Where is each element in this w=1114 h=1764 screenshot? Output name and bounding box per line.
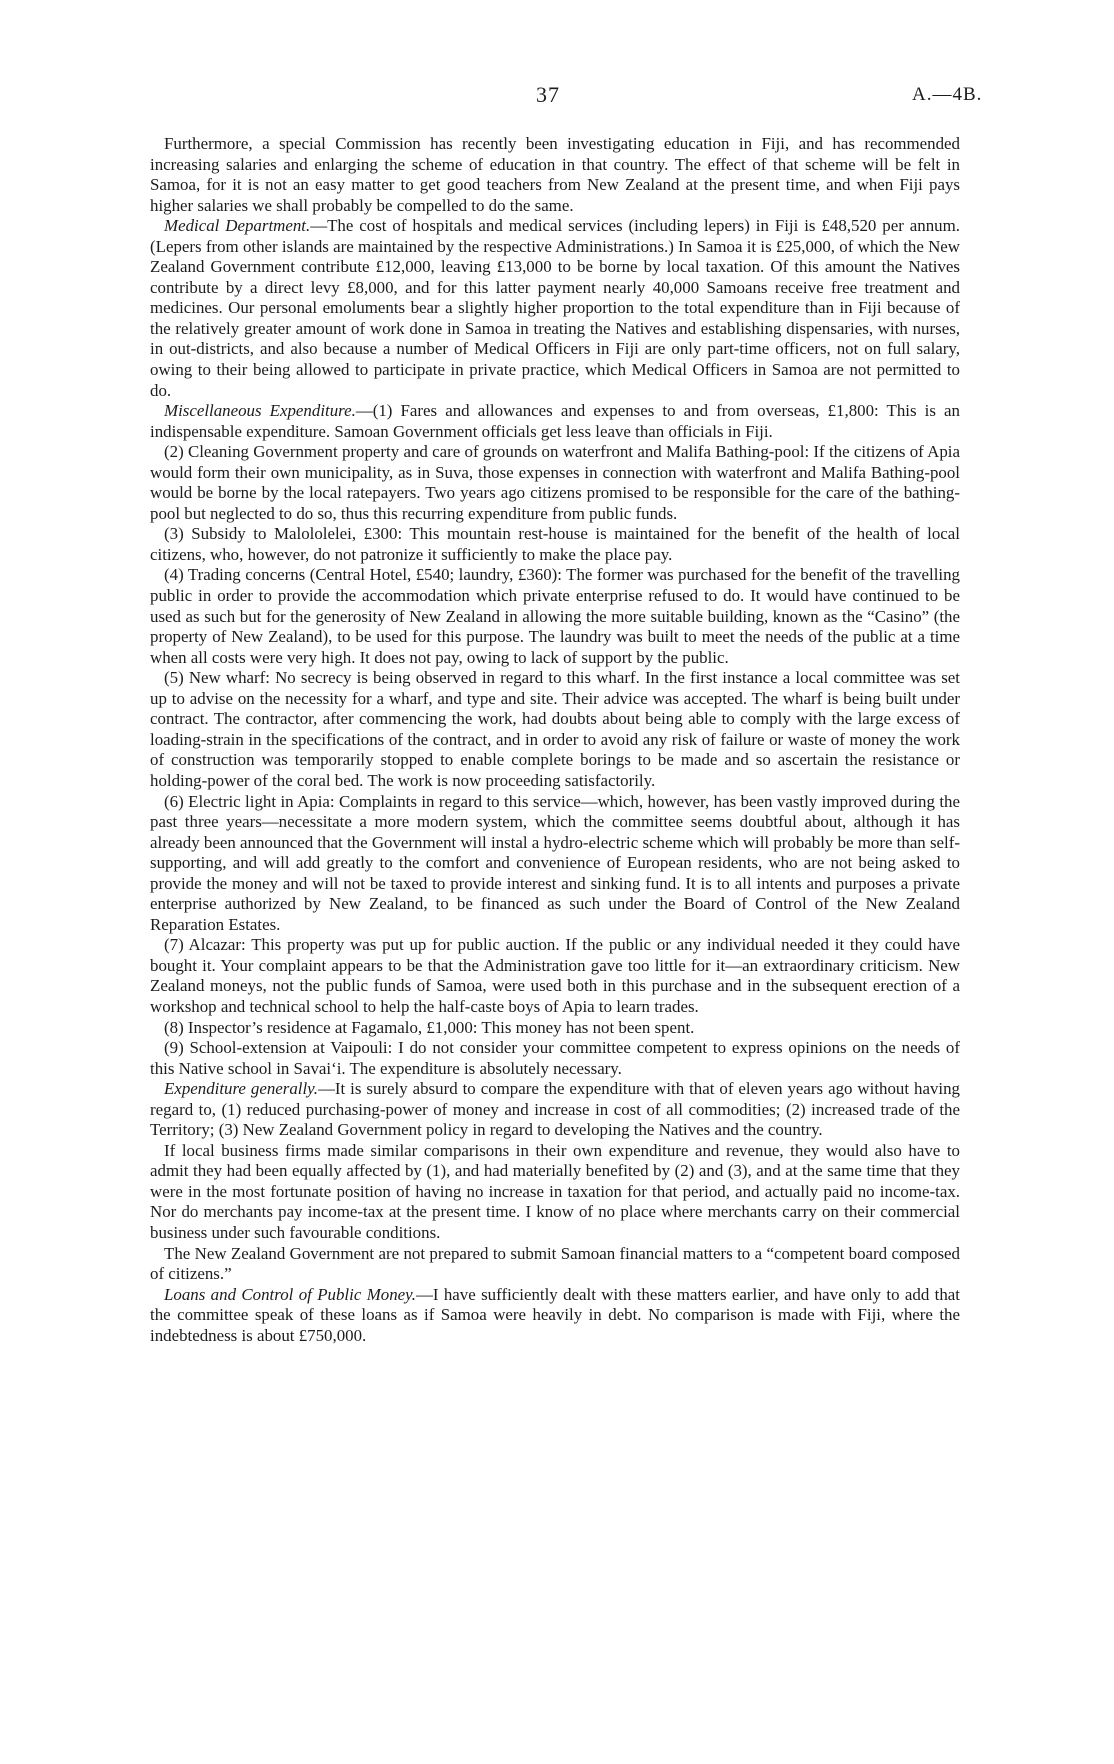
paragraph-text: —I have sufficiently dealt with these matters earlier, and have only to add that the committee speak of these loans as if Samoa were heavily in debt. No comparison is made with Fiji, where the indebtedness is about £750,000.: [150, 1284, 960, 1345]
body-text: [150, 134, 960, 1346]
paragraph-text: (6) Electric light in Apia: Complaints in regard to this service—which, however, has been vastly improved during the past three years—necessitate a more modern system, which the committee seems doubtful about, although it has already been announced that the Government will instal a hydro-electric scheme which will probably be more than self-supporting, and will add greatly to the comfort and convenience of European residents, who are not being asked to provide the money and will not be taxed to provide interest and sinking fund. It is to all intents and purposes a private enterprise authorized by New Zealand, to be financed as such under the Board of Control of the New Zealand Reparation Estates.: [150, 791, 960, 934]
paragraph: [150, 565, 960, 668]
paragraph: [150, 1285, 960, 1347]
paragraph-text: (8) Inspector’s residence at Fagamalo, £1,000: This money has not been spent.: [164, 1017, 695, 1037]
page-header: [0, 82, 1114, 116]
paragraph: [150, 1244, 960, 1285]
paragraph-text: Furthermore, a special Commission has recently been investigating education in Fiji, and has recommended increasing salaries and enlarging the scheme of education in that country. The effect of that scheme will be felt in Samoa, for it is not an easy matter to get good teachers from New Zealand at the present time, and when Fiji pays higher salaries we shall probably be compelled to do the same.: [150, 134, 960, 215]
paragraph: [150, 524, 960, 565]
paragraph-text: (9) School-extension at Vaipouli: I do not consider your committee competent to express opinions on the needs of this Native school in Savai‘i. The expenditure is absolutely necessary.: [150, 1038, 960, 1078]
paragraph: [150, 401, 960, 442]
paragraph: [150, 935, 960, 1017]
paragraph-text: (5) New wharf: No secrecy is being observed in regard to this wharf. In the first instance a local committee was set up to advise on the necessity for a wharf, and type and site. Their advice was accepted. The wharf is being built under contract. The contractor, after commencing the work, had doubts about being able to comply with the large excess of loading-strain in the specifications of the contract, and in order to avoid any risk of failure or waste of money the work of construction was temporarily stopped to enable complete borings to be made and so ascertain the resistance or holding-power of the coral bed. The work is now proceeding satisfactorily.: [150, 668, 960, 790]
page-number: 37: [536, 82, 560, 107]
paragraph: [150, 134, 960, 216]
section-heading: Loans and Control of Public Money.: [164, 1284, 416, 1304]
section-heading: Expenditure generally.: [164, 1079, 318, 1099]
paragraph-text: —The cost of hospitals and medical services (including lepers) in Fiji is £48,520 per annum. (Lepers from other islands are maintained by the respective Administrations.) In Samoa it is £25,000, of which the New Zealand Government contribute £12,000, leaving £13,000 to be borne by local taxation. Of this amount the Natives contribute by a direct levy £8,000, and for this latter payment nearly 40,000 Samoans receive free treatment and medicines. Our personal emoluments bear a slightly higher proportion to the total expenditure than in Fiji because of the relatively greater amount of work done in Samoa in treating the Natives and establishing dispensaries, with nurses, in out-districts, and also because a number of Medical Officers in Fiji are only part-time officers, not on full salary, owing to their being allowed to participate in private practice, which Medical Officers in Samoa are not permitted to do.: [150, 216, 960, 400]
paragraph: [150, 442, 960, 524]
paragraph: [150, 668, 960, 791]
paragraph-text: (3) Subsidy to Malololelei, £300: This mountain rest-house is maintained for the benefit of the health of local citizens, who, however, do not patronize it sufficiently to make the place pay.: [150, 524, 960, 564]
paragraph-text: (7) Alcazar: This property was put up for public auction. If the public or any individual needed it they could have bought it. Your complaint appears to be that the Administration gave too little for it—an extraordinary criticism. New Zealand moneys, not the public funds of Samoa, were used both in this purchase and in the subsequent erection of a workshop and technical school to help the half-caste boys of Apia to learn trades.: [150, 935, 960, 1016]
section-heading: Medical Department.: [164, 216, 311, 236]
paragraph-text: —It is surely absurd to compare the expenditure with that of eleven years ago without having regard to, (1) reduced purchasing-power of money and increase in cost of all commodities; (2) increased trade of the Territory; (3) New Zealand Government policy in regard to developing the Natives and the country.: [150, 1079, 960, 1140]
paragraph: [150, 1079, 960, 1141]
paragraph-text: (2) Cleaning Government property and care of grounds on waterfront and Malifa Bathing-pool: If the citizens of Apia would form their own municipality, as in Suva, those expenses in connection with waterfront and Malifa Bathing-pool would be borne by the local ratepayers. Two years ago citizens promised to be responsible for the care of the bathing-pool but neglected to do so, thus this recurring expenditure from public funds.: [150, 442, 960, 523]
paragraph: [150, 792, 960, 936]
paragraph: [150, 1018, 960, 1039]
paragraph: [150, 1038, 960, 1079]
document-reference: A.—4B.: [912, 84, 983, 105]
paragraph-text: The New Zealand Government are not prepared to submit Samoan financial matters to a “competent board composed of citizens.”: [150, 1243, 960, 1284]
paragraph-text: —(1) Fares and allowances and expenses to and from overseas, £1,800: This is an indispensable expenditure. Samoan Government officials get less leave than officials in Fiji.: [150, 401, 961, 441]
paragraph-text: (4) Trading concerns (Central Hotel, £540; laundry, £360): The former was purchased for the benefit of the travelling public in order to provide the accommodation which private enterprise refused to do. It would have continued to be used as such but for the generosity of New Zealand in allowing the more suitable building, known as the “Casino” (the property of New Zealand), to be used for this purpose. The laundry was built to meet the needs of the public at a time when all costs were very high. It does not pay, owing to lack of support by the public.: [150, 565, 960, 667]
paragraph-text: If local business firms made similar comparisons in their own expenditure and revenue, they would also have to admit they had been equally affected by (1), and had materially benefited by (2) and (3), and at the same time that they were in the most fortunate position of having no increase in taxation for that period, and actually paid no income-tax. Nor do merchants pay income-tax at the present time. I know of no place where merchants carry on their commercial business under such favourable conditions.: [150, 1140, 960, 1242]
paragraph: [150, 216, 960, 401]
section-heading: Miscellaneous Expenditure.: [164, 401, 356, 421]
paragraph: [150, 1141, 960, 1244]
